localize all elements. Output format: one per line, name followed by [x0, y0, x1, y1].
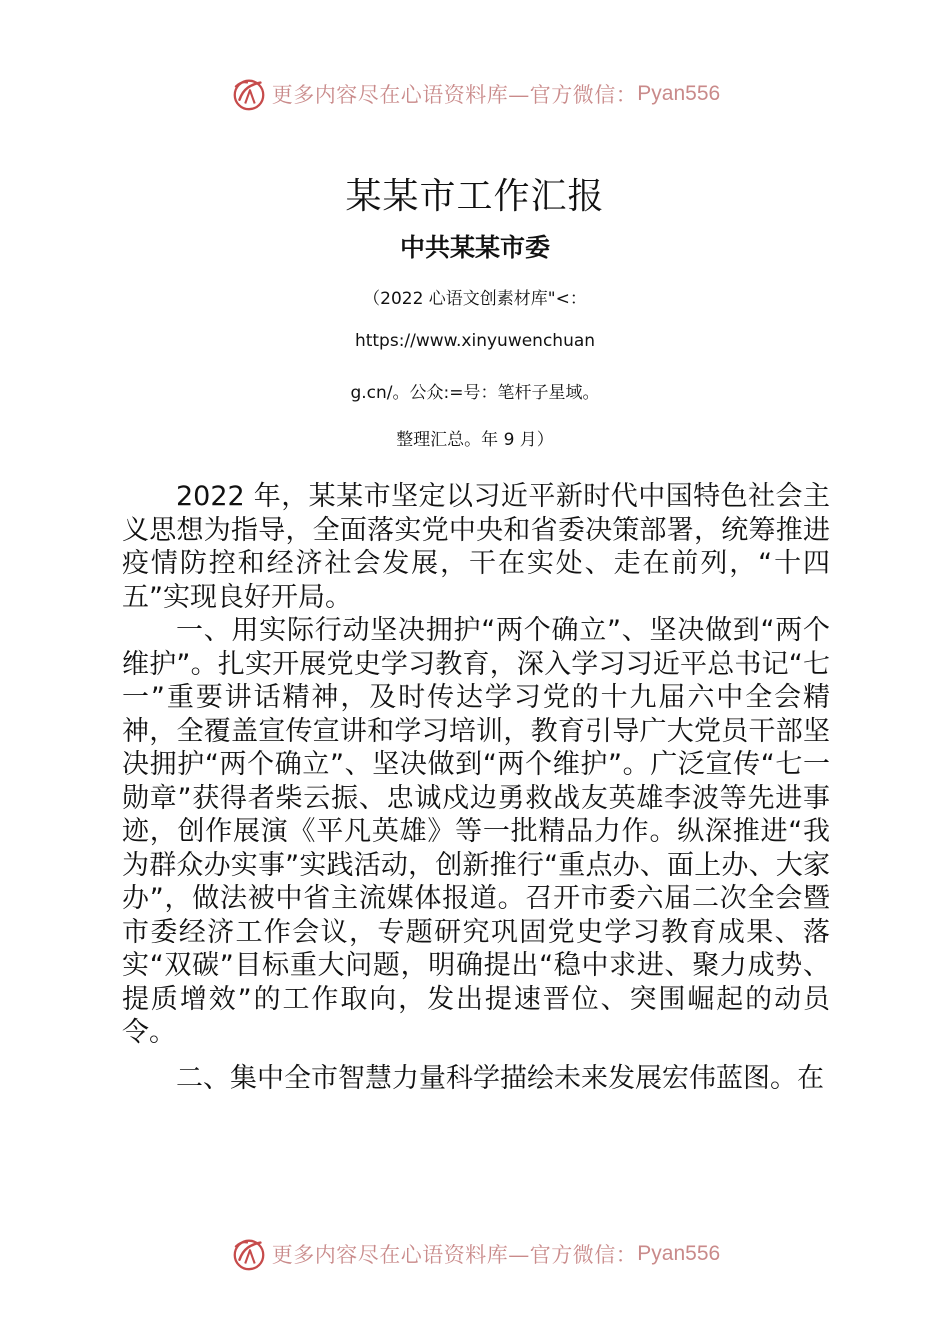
document-body [122, 480, 830, 1095]
document-author: 中共某某市委 [399, 233, 550, 262]
watermark-text: 更多内容尽在心语资料库—官方微信： [271, 83, 638, 107]
logo-icon [230, 75, 268, 113]
body-paragraph: 一、用实际行动坚决拥护“两个确立”、坚决做到“两个维护”。扎实开展党史学习教育，深入学习习近平总书记“七一”重要讲话精神，及时传达学习党的十九届六中全会精神，全覆盖宣传宣讲和学习培训，教育引导广大党员干部坚决拥护“两个确立”、坚决做到“两个维护”。广泛宣传“七一勋章”获得者柴云振、忠诚戍边勇救战友英雄李波等先进事迹，创作展演《平凡英雄》等一批精品力作。纵深推进“我为群众办实事”实践活动，创新推行“重点办、面上办、大家办”，做法被中省主流媒体报道。召开市委六届二次全会暨市委经济工作会议，专题研究巩固党史学习教育成果、落实“双碳”目标重大问题，明确提出“稳中求进、聚力成势、提质增效”的工作取向，发出提速晋位、突围崛起的动员令。 [122, 615, 830, 1048]
watermark-wechat-id: Pyan556 [637, 82, 721, 105]
header-watermark [0, 72, 950, 116]
source-line: https://www.xinyuwenchuan [354, 331, 596, 351]
document-title: 某某市工作汇报 [345, 176, 605, 217]
footer-watermark [0, 1232, 950, 1276]
body-paragraph: 二、集中全市智慧力量科学描绘未来发展宏伟蓝图。在 [176, 1062, 824, 1094]
source-line: g.cn/。公众:=号：笔杆子星域。 [350, 383, 600, 403]
logo-icon [230, 1235, 268, 1273]
watermark-wechat-id: Pyan556 [637, 1242, 721, 1265]
source-line: （2022 心语文创素材库"<： [363, 289, 587, 309]
source-line: 整理汇总。年 9 月） [396, 430, 554, 450]
body-paragraph: 2022 年，某某市坚定以习近平新时代中国特色社会主义思想为指导，全面落实党中央和省委决策部署，统筹推进疫情防控和经济社会发展，干在实处、走在前列，“十四五”实现良好开局。 [122, 481, 830, 613]
watermark-text: 更多内容尽在心语资料库—官方微信： [271, 1243, 638, 1267]
